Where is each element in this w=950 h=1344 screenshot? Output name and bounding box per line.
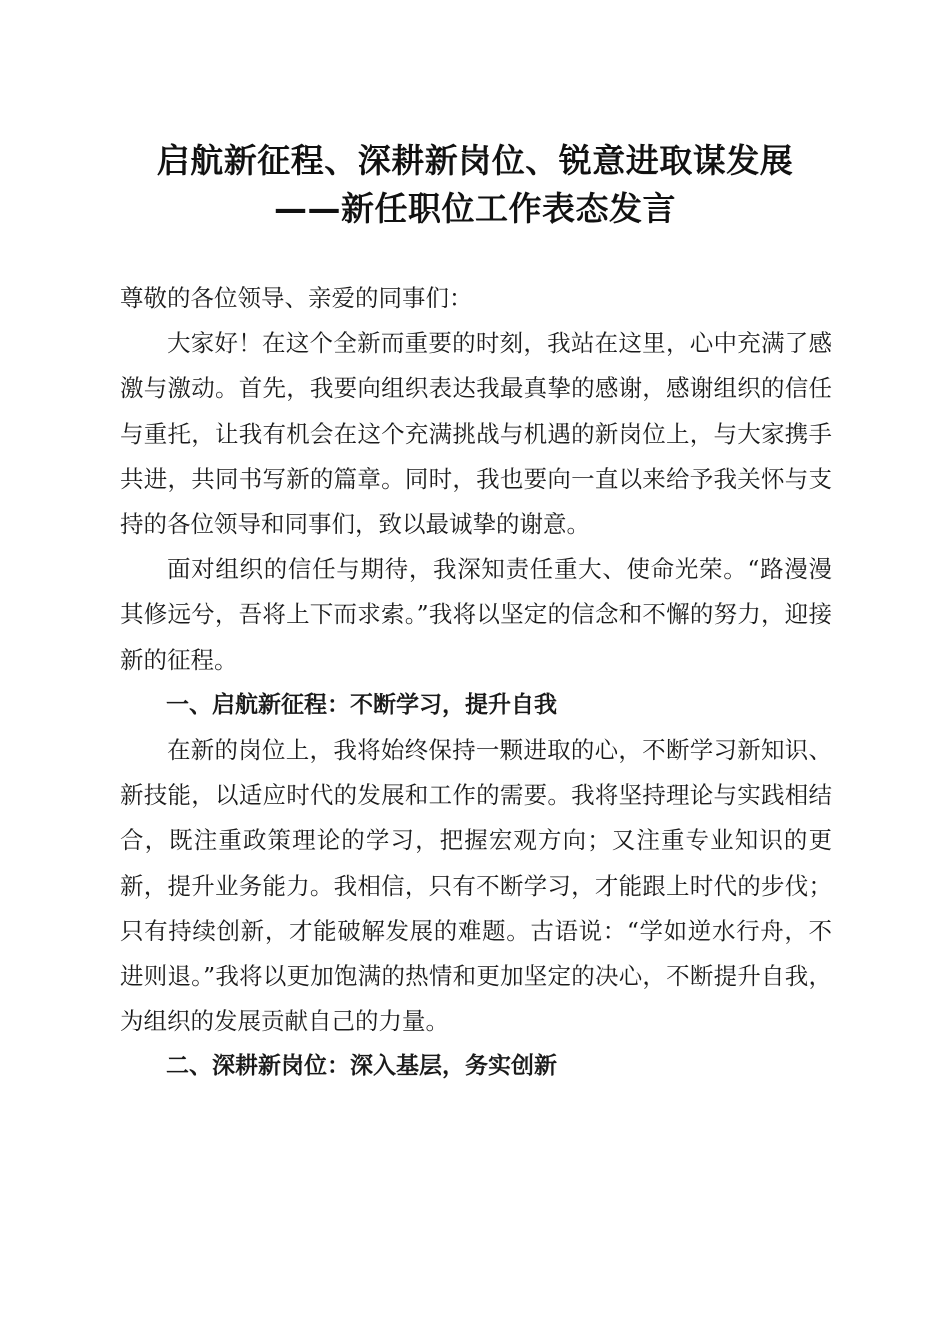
- salutation: 尊敬的各位领导、亲爱的同事们：: [120, 284, 473, 312]
- title-main: 启航新征程、深耕新岗位、锐意进取谋发展: [156, 141, 794, 180]
- paragraph-section-1: 在新的岗位上，我将始终保持一颗进取的心，不断学习新知识、新技能，以适应时代的发展和工作的需要。我将坚持理论与实践相结合，既注重政策理论的学习，把握宏观方向；又注重专业知识的更新，提升业务能力。我相信，只有不断学习，才能跟上时代的步伐；只有持续创新，才能破解发展的难题。古语说：“学如逆水行舟，不进则退。”我将以更加饱满的热情和更加坚定的决心，不断提升自我，为组织的发展贡献自己的力量。: [120, 736, 832, 1036]
- paragraph-commitment: 面对组织的信任与期待，我深知责任重大、使命光荣。“路漫漫其修远兮，吾将上下而求索。”我将以坚定的信念和不懈的努力，迎接新的征程。: [120, 555, 832, 674]
- document-title: [0, 137, 950, 233]
- document-body: [120, 276, 832, 1090]
- section-heading-2: 二、深耕新岗位：深入基层，务实创新: [166, 1053, 557, 1080]
- title-subtitle: ——新任职位工作表态发言: [274, 189, 676, 228]
- section-heading-1: 一、启航新征程：不断学习，提升自我: [166, 691, 557, 718]
- paragraph-opening: 大家好！在这个全新而重要的时刻，我站在这里，心中充满了感激与激动。首先，我要向组织表达我最真挚的感谢，感谢组织的信任与重托，让我有机会在这个充满挑战与机遇的新岗位上，与大家携手共进，共同书写新的篇章。同时，我也要向一直以来给予我关怀与支持的各位领导和同事们，致以最诚挚的谢意。: [120, 329, 832, 539]
